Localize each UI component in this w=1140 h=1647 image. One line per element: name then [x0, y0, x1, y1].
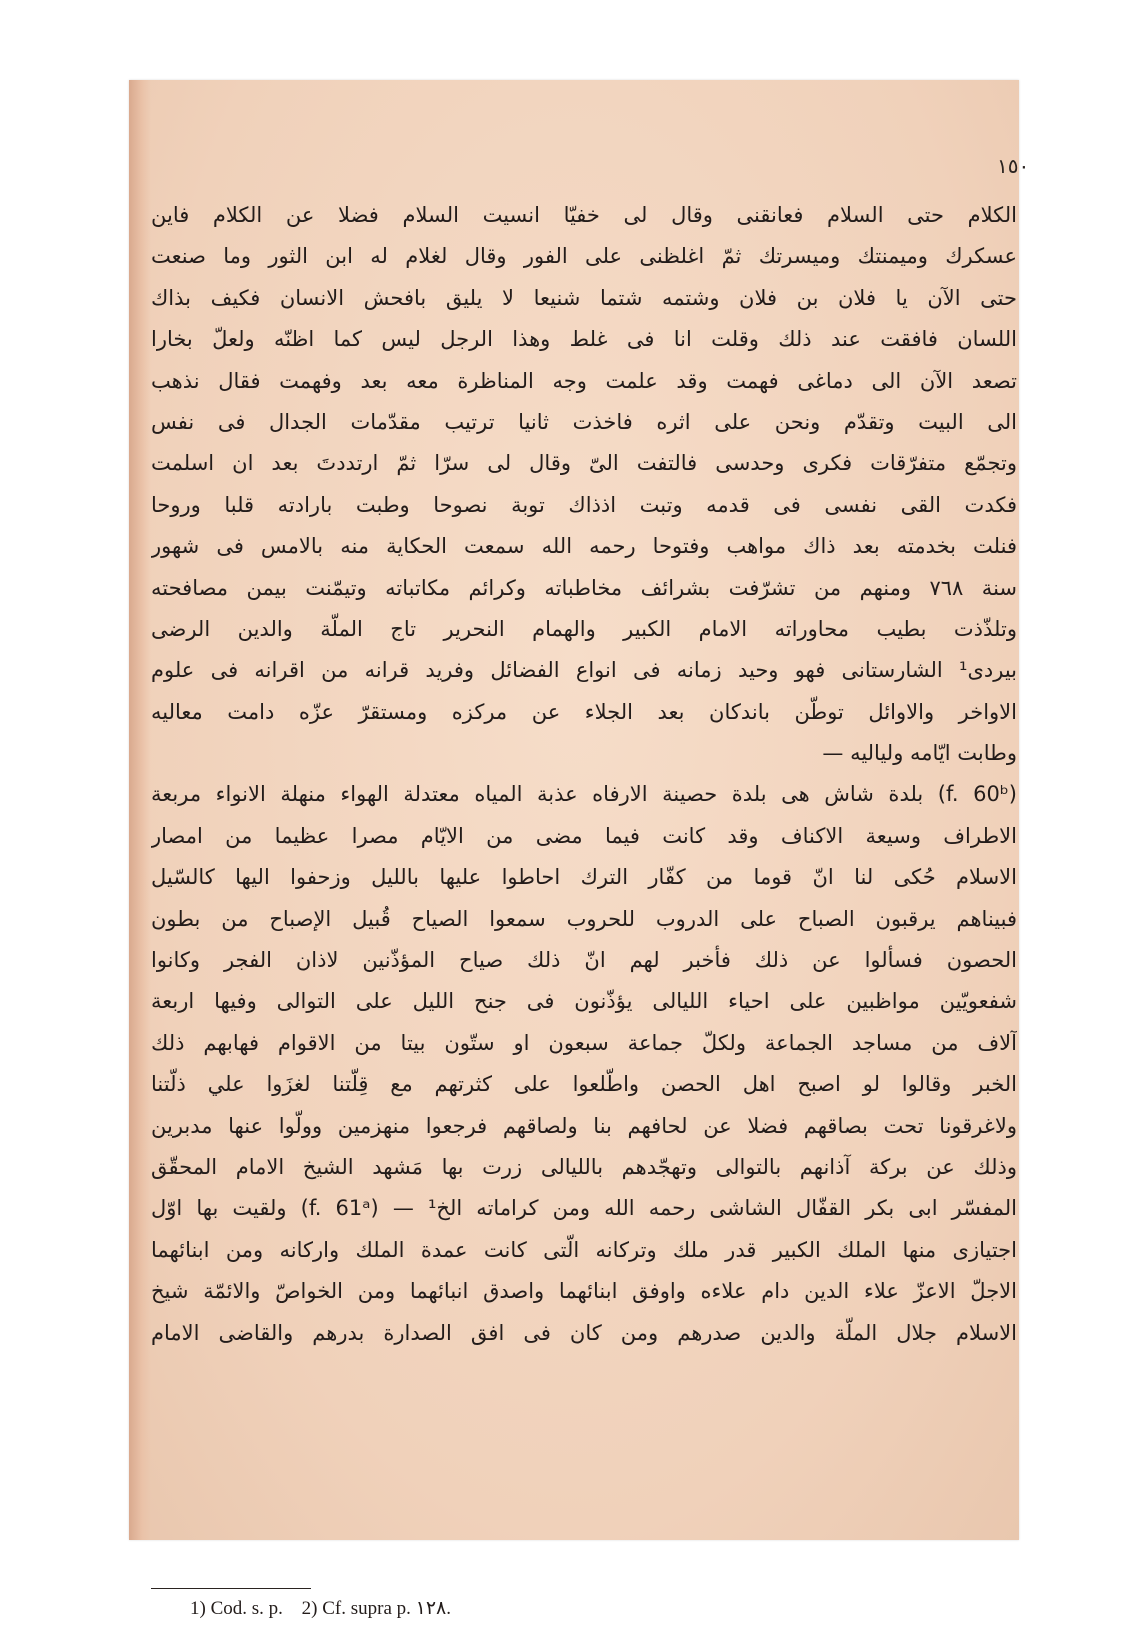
text-line: اللسان فافقت عند ذلك وقلت انا فى غلط وهذا الرجل ليس كما اظنّه ولعلّ بخارا — [151, 327, 1017, 352]
book-page — [129, 80, 1030, 1540]
text-line: ولاغرقونا تحت بصاقهم فضلا عن لحافهم بنا ولصاقهم فرجعوا منهزمين وولّوا عنها مدبرين — [151, 1113, 1017, 1138]
text-line: الى البيت وتقدّم ونحن على اثره فاخذت ثانيا ترتيب مقدّمات الجدال فى نفس — [151, 409, 1017, 434]
text-line: وتلذّذت بطيب محاوراته الامام الكبير والهمام النحرير تاج الملّة والدين الرضى — [151, 616, 1017, 641]
text-line: اجتيازى منها الملك الكبير قدر ملك وتركانه الّتى كانت عمدة الملك واركانه ومن ابنائهما — [151, 1237, 1017, 1262]
text-line-last-of-paragraph: وطابت ايّامه ولياليه — — [822, 741, 1017, 766]
text-line: الاواخر والاوائل توطّن باندكان بعد الجلاء عن مركزه ومستقرّ عزّه دامت معاليه — [151, 699, 1017, 724]
text-line: (f. 60ᵇ) بلدة شاش هى بلدة حصينة الارفاه عذبة المياه معتدلة الهواء منهلة الانواء مربعة — [151, 782, 1017, 807]
footnote-2: 2) Cf. supra p. ١٢٨. — [301, 1598, 452, 1619]
text-line: وتجمّع متفرّقات فكرى وحدسى فالتفت الىّ وقال لى سرّا ثمّ ارتددتَ بعد ان اسلمت — [151, 451, 1017, 476]
text-line: حتى الآن يا فلان بن فلان وشتمه شتما شنيعا لا يليق بافحش الانسان فكيف بذاك — [151, 285, 1017, 310]
page-spine-shadow — [129, 80, 151, 1540]
footnotes — [190, 1597, 465, 1620]
text-line: تصعد الآن الى دماغى فهمت وقد علمت وجه المناظرة معه بعد وفهمت فقال نذهب — [151, 368, 1017, 393]
text-line: الاجلّ الاعزّ علاء الدين دام علاءه واوفق ابنائهما واصدق انبائهما ومن الخواصّ والائمّة شيخ — [151, 1279, 1017, 1304]
text-line: عسكرك وميمنتك وميسرتك ثمّ اغلظنى على الفور وقال لغلام له ابن الثور وما صنعت — [151, 244, 1017, 269]
text-line: الاسلام حُكى لنا انّ قوما من كفّار الترك احاطوا عليها بالليل وزحفوا اليها كالسّيل — [151, 865, 1017, 890]
footnote-divider — [151, 1588, 311, 1589]
text-line: شفعويّين مواظبين على احياء الليالى يؤذّنون فى جنح الليل على التوالى وفيها اربعة — [151, 989, 1017, 1014]
main-text-block — [151, 195, 1017, 1354]
text-line: فنلت بخدمته بعد ذاك مواهب وفتوحا رحمه الله سمعت الحكاية منه بالامس فى شهور — [151, 534, 1017, 559]
text-line: فبيناهم يرقبون الصباح على الدروب للحروب سمعوا الصياح قُبيل الإصباح من بطون — [151, 906, 1017, 931]
text-line: فكدت القى نفسى فى قدمه وتبت اذذاك توبة نصوحا وطبت بارادته قلبا وروحا — [151, 492, 1017, 517]
text-line: وذلك عن بركة آذانهم بالتوالى وتهجّدهم بالليالى زرت بها مَشهد الشيخ الامام المحقّق — [151, 1154, 1017, 1179]
footnote-1: 1) Cod. s. p. — [190, 1598, 283, 1619]
text-line: سنة ٧٦٨ ومنهم من تشرّفت بشرائف مخاطباته وكرائم مكاتباته وتيمّنت بيمن مصافحته — [151, 575, 1017, 600]
text-line: الكلام حتى السلام فعانقنى وقال لى خفيّا انسيت السلام فضلا عن الكلام فاين — [151, 203, 1017, 227]
text-line: المفسّر ابى بكر القفّال الشاشى رحمه الله ومن كراماته الخ¹ — (f. 61ᵃ) ولقيت بها اوّل — [151, 1196, 1017, 1221]
text-line: الاسلام جلال الملّة والدين صدرهم ومن كان فى افق الصدارة بدرهم والقاضى الامام — [151, 1320, 1017, 1345]
text-line: الاطراف وسيعة الاكناف وقد كانت فيما مضى من الايّام مصرا عظيما من امصار — [151, 823, 1017, 848]
text-line: الخبر وقالوا لو اصبح اهل الحصن واطّلعوا على كثرتهم مع قِلّتنا لغزَوا علي ذلّتنا — [151, 1072, 1017, 1097]
page-number: ١٥٠ — [997, 154, 1030, 178]
text-line: بيردى¹ الشارستانى فهو وحيد زمانه فى انواع الفضائل وفريد قرانه من اقرانه فى علوم — [151, 658, 1017, 683]
text-line: آلاف من مساجد الجماعة ولكلّ جماعة سبعون او ستّون بيتا من الاقوام فهابهم ذلك — [151, 1030, 1017, 1055]
text-line: الحصون فسألوا عن ذلك فأخبر لهم انّ ذلك صياح المؤذّنين لاذان الفجر وكانوا — [151, 948, 1017, 973]
